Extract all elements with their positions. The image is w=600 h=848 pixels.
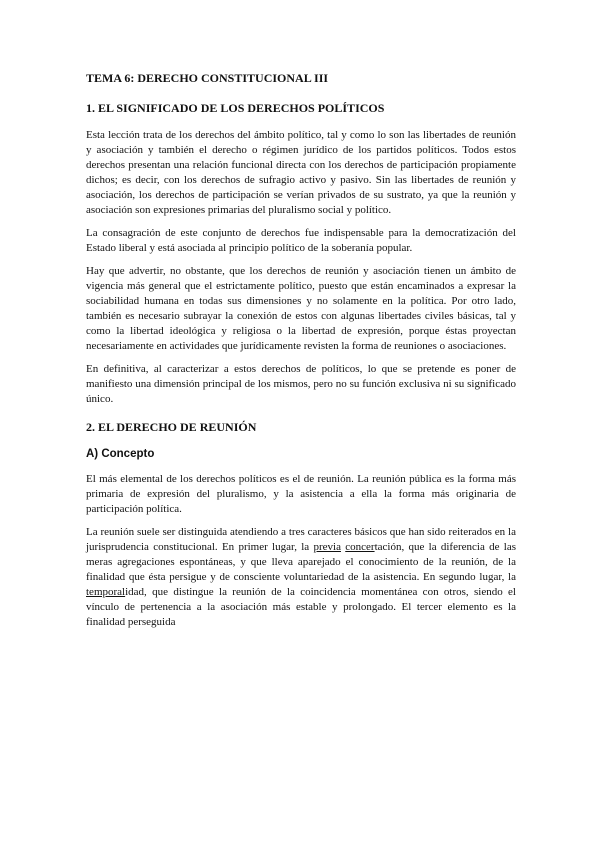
underlined-term: previa — [313, 541, 341, 553]
paragraph: Hay que advertir, no obstante, que los derechos de reunión y asociación tienen un ámbito de vigencia más general que el estrictamente político, puesto que están encaminados a expresar la sociabilidad humana en todas sus dimensiones y no solamente en la política. Por otro lado, también es necesario subrayar la conexión de estos con algunas libertades civiles básicas, tal y como la libertad ideológica y religiosa o la libertad de expresión, porque éstas proyectan necesariamente en actividades que jurídicamente revisten la forma de reuniones o asociaciones. — [86, 265, 516, 352]
subsection-heading-concepto: A) Concepto — [86, 448, 155, 460]
page-content — [86, 70, 516, 638]
paragraph: Esta lección trata de los derechos del ámbito político, tal y como lo son las libertades de reunión y asociación y también el derecho o régimen jurídico de los partidos políticos. Todos estos derechos presentan una relación funcional directa con los derechos de participación propiamente dichos; es decir, con los derechos de sufragio activo y pasivo. Sin las libertades de reunión y asociación, los derechos de participación se verían privados de su sustrato, ya que la reunión y asociación son expresiones primarias del pluralismo social y político. — [86, 129, 516, 216]
document-title: TEMA 6: DERECHO CONSTITUCIONAL III — [86, 71, 329, 85]
text-run: tación, que la diferencia de las meras agregaciones espontáneas, y que lleva aparejado el conocimiento de la reunión, de la finalidad que ésta persigue y de consciente voluntariedad de la asistencia. En segundo lugar, la — [86, 541, 516, 583]
paragraph: En definitiva, al caracterizar a estos derechos de políticos, lo que se pretende es poner de manifiesto una dimensión principal de los mismos, pero no su función exclusiva ni su significado único. — [86, 363, 516, 405]
underlined-term: concer — [345, 541, 375, 553]
paragraph: El más elemental de los derechos políticos es el de reunión. La reunión pública es la forma más primaria de expresión del pluralismo, y la asistencia a ella la forma más originaria de participación política. — [86, 473, 516, 515]
section-heading-reunion: 2. EL DERECHO DE REUNIÓN — [86, 420, 257, 434]
underlined-term: temporal — [86, 586, 126, 598]
paragraph: La consagración de este conjunto de derechos fue indispensable para la democratización del Estado liberal y está asociada al principio político de la soberanía popular. — [86, 227, 516, 254]
text-run: idad, que distingue la reunión de la coincidencia momentánea con otros, siendo el vínculo de pertenencia a la asociación más estable y prolongado. El tercer elemento es la finalidad perseguida — [86, 586, 516, 628]
section-heading-significado: 1. EL SIGNIFICADO DE LOS DERECHOS POLÍTICOS — [86, 101, 385, 115]
text-run: La reunión suele ser distinguida atendiendo a tres caracteres básicos que han sido reiterados en la jurisprudencia constitucional. En primer lugar, la — [86, 526, 516, 553]
paragraph — [86, 525, 516, 630]
